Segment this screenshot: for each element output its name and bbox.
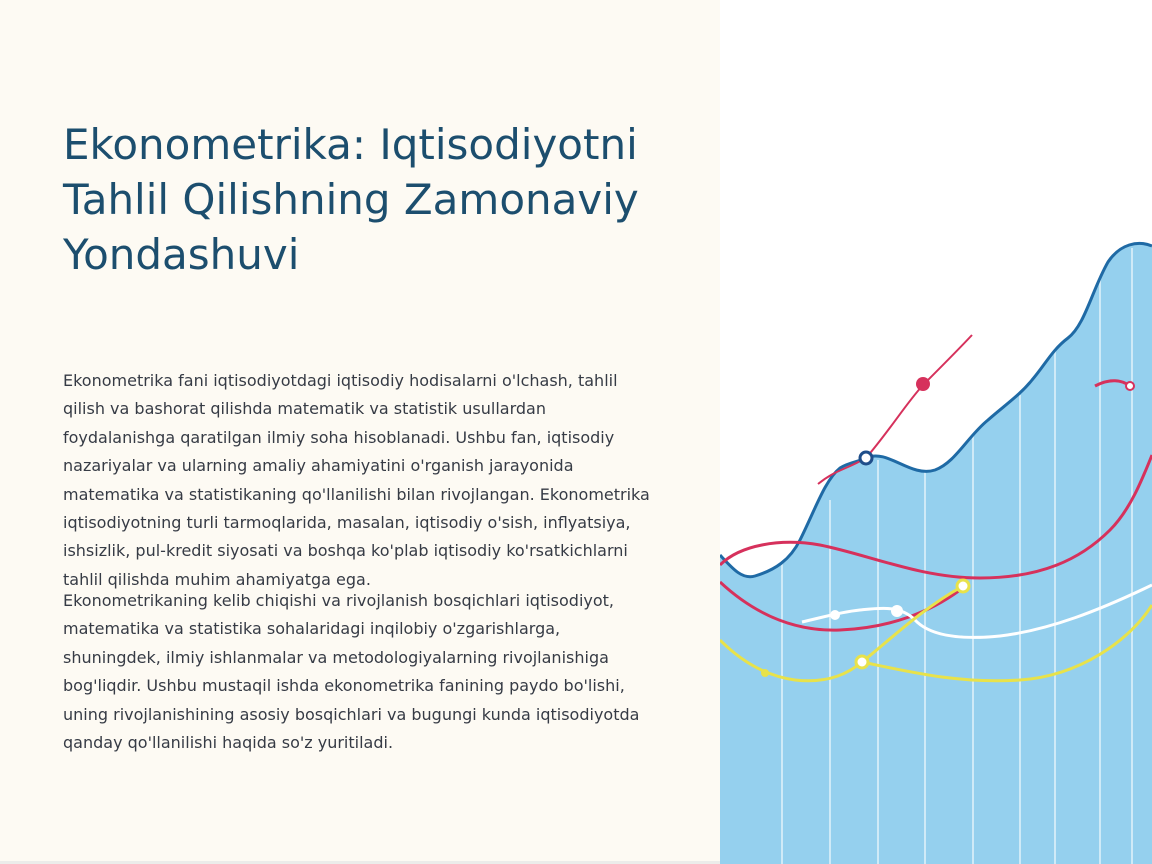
chart-illustration xyxy=(720,0,1152,864)
white-marker-2 xyxy=(891,605,903,617)
red-marker xyxy=(916,377,930,391)
yellow-marker-1 xyxy=(761,669,769,677)
chart-illustration-icon xyxy=(720,0,1152,864)
intro-paragraph: Ekonometrika fani iqtisodiyotdagi iqtisodiy hodisalarni o'lchash, tahlil qilish va bashorat qilishda matematik va statistik usullardan foydalanishga qaratilgan ilmiy soha hisoblanadi. Ushbu fan, iqtisodiy nazariyalar va ularning amaliy ahamiyatini o'rganish jarayonida matematika va statistikaning qo'llanilishi bilan rivojlangan. Ekonometrika iqtisodiyotning turli tarmoqlarida, masalan, iqtisodiy o'sish, inflyatsiya, ishsizlik, pul-kredit siyosati va boshqa ko'plab iqtisodiy ko'rsatkichlarni tahlil qilishda muhim ahamiyatga ega. xyxy=(63,371,650,589)
white-marker-1 xyxy=(830,610,840,620)
area-fill xyxy=(720,243,1152,864)
yellow-marker-3 xyxy=(957,580,969,592)
pink-marker xyxy=(1126,382,1134,390)
yellow-marker-2 xyxy=(856,656,868,668)
scope-paragraph: Ekonometrikaning kelib chiqishi va rivojlanish bosqichlari iqtisodiyot, matematika va statistika sohalaridagi inqilobiy o'zgarishlarga, shuningdek, ilmiy ishlanmalar va metodologiyalarning rivojlanishiga bog'liqdir. Ushbu mustaqil ishda ekonometrika fanining paydo bo'lishi, uning rivojlanishining asosiy bosqichlari va bugungi kunda iqtisodiyotda qanday qo'llanilishi haqida so'z yuritiladi. xyxy=(63,591,640,753)
slide-title: Ekonometrika: Iqtisodiyotni Tahlil Qilishning Zamonaviy Yondashuvi xyxy=(63,120,639,279)
blue-marker xyxy=(860,452,872,464)
